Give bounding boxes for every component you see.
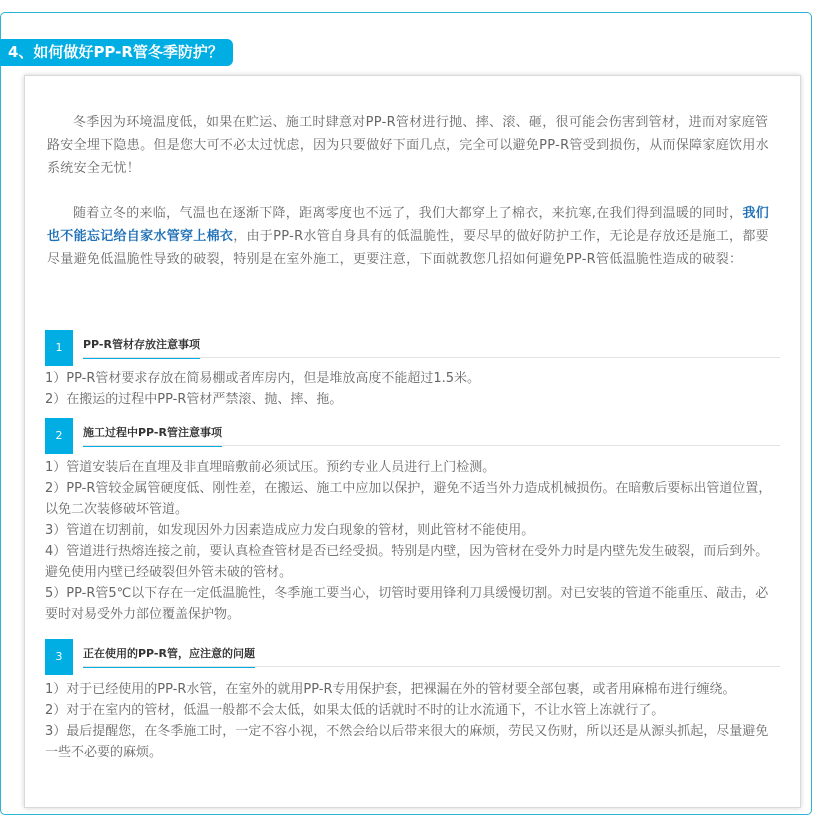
intro-text-after: ，由于PP-R水管自身具有的低温脆性，要尽早的做好防护工作，无论是存放还是施工，都要尽量避免低温脆性导致的破裂，特别是在室外施工，更要注意，下面就教您几招如何避免PP-R管低温脆性造成的破裂：: [47, 229, 769, 267]
intro-text-before: 随着立冬的来临，气温也在逐渐下降，距离零度也不远了，我们大都穿上了棉衣，来抗寒,在我们得到温暖的同时，: [73, 206, 743, 221]
section-heading: 正在使用的PP-R管，应注意的问题: [83, 645, 255, 668]
section-divider: [83, 666, 780, 667]
list-item: 1）管道安装后在直埋及非直埋暗敷前必须试压。预约专业人员进行上门检测。: [45, 460, 496, 475]
list-item: 2）PP-R管较金属管硬度低、刚性差，在搬运、施工中应加以保护，避免不适当外力造成机械损伤。在暗敷后要标出管道位置，以免二次装修破坏管道。: [45, 481, 772, 517]
section-heading: 施工过程中PP-R管注意事项: [83, 424, 222, 447]
list-item: 4）管道进行热熔连接之前，要认真检查管材是否已经受损。特别是内壁，因为管材在受外力时是内壁先发生破裂，而后到外。避免使用内壁已经破裂但外管未破的管材。: [45, 544, 769, 580]
list-item: 2）在搬运的过程中PP-R管材严禁滚、抛、摔、拖。: [45, 392, 343, 407]
section-number: 1: [45, 330, 73, 366]
intro-paragraph-2: [47, 202, 777, 271]
list-item: 5）PP-R管5℃以下存在一定低温脆性，冬季施工要当心，切管时要用锋利刀具缓慢切割。对已安装的管道不能重压、敲击，必要时对易受外力部位覆盖保护物。: [45, 586, 769, 622]
highlight-text: 我们也不能忘记给自家水管穿上棉衣: [47, 206, 770, 244]
section-number: 3: [45, 639, 73, 675]
section-divider: [83, 445, 780, 446]
section-2-list: [45, 457, 780, 625]
list-item: 2）对于在室内的管材，低温一般都不会太低，如果太低的话就时不时的让水流通下，不让水管上冻就行了。: [45, 703, 665, 718]
list-item: 1）PP-R管材要求存放在简易棚或者库房内，但是堆放高度不能超过1.5米。: [45, 371, 481, 386]
list-item: 1）对于已经使用的PP-R水管，在室外的就用PP-R专用保护套，把裸漏在外的管材要全部包裹，或者用麻棉布进行缠绕。: [45, 682, 736, 697]
section-number: 2: [45, 418, 73, 454]
article-card: [24, 75, 801, 808]
section-title: 4、如何做好PP-R管冬季防护？: [0, 39, 233, 66]
section-3-list: [45, 679, 780, 763]
section-heading: PP-R管材存放注意事项: [83, 336, 200, 359]
section-divider: [83, 357, 780, 358]
section-1-list: [45, 368, 780, 410]
list-item: 3）最后提醒您，在冬季施工时，一定不容小视，不然会给以后带来很大的麻烦，劳民又伤财，所以还是从源头抓起，尽量避免一些不必要的麻烦。: [45, 724, 769, 760]
list-item: 3）管道在切割前，如发现因外力因素造成应力发白现象的管材，则此管材不能使用。: [45, 523, 535, 538]
intro-paragraph-1: 冬季因为环境温度低，如果在贮运、施工时肆意对PP-R管材进行抛、摔、滚、砸，很可能会伤害到管材，进而对家庭管路安全埋下隐患。但是您大可不必太过忧虑，因为只要做好下面几点，完全可以避免PP-R管受到损伤，从而保障家庭饮用水系统安全无忧！: [47, 115, 769, 176]
